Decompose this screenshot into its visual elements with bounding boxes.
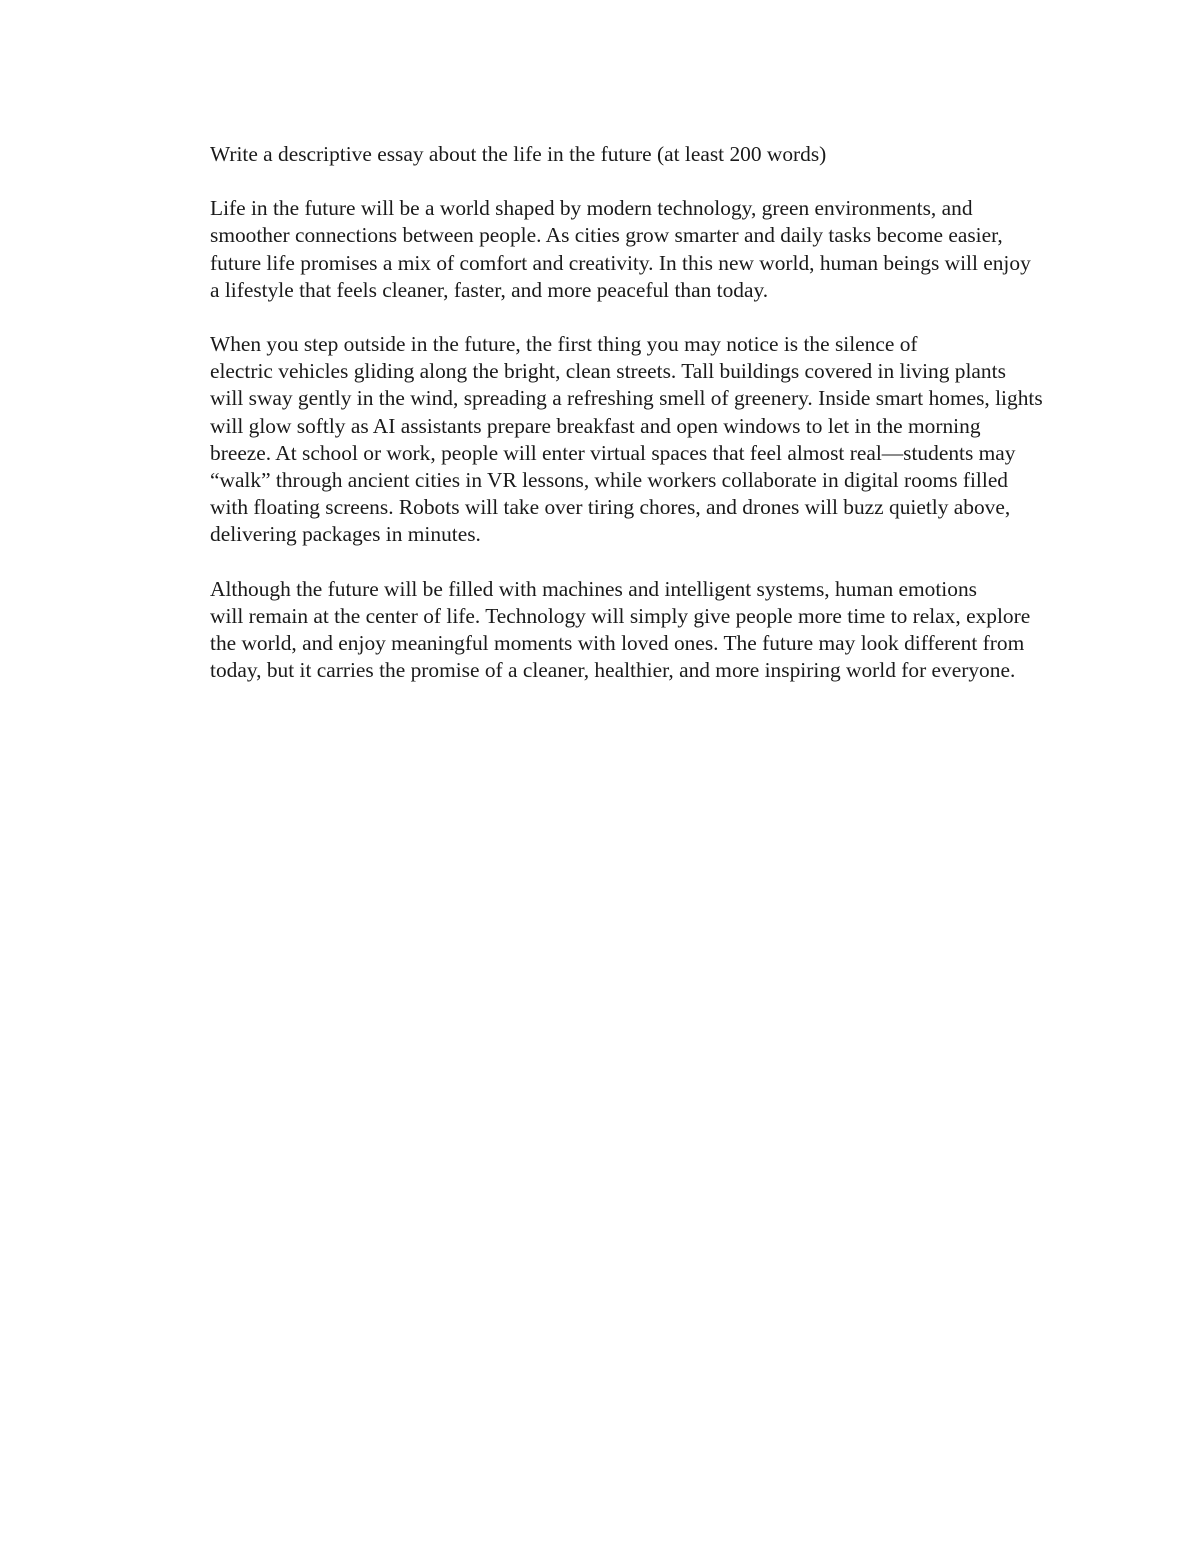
essay-paragraph-2 bbox=[140, 331, 1065, 549]
essay-body bbox=[140, 141, 1065, 711]
paragraph-line: the world, and enjoy meaningful moments with loved ones. The future may look different from bbox=[210, 631, 1025, 656]
paragraph-line: breeze. At school or work, people will enter virtual spaces that feel almost real—students may bbox=[210, 440, 1016, 465]
paragraph-line: Life in the future will be a world shaped by modern technology, green environments, and bbox=[210, 196, 973, 221]
essay-paragraph-3 bbox=[140, 576, 1065, 685]
paragraph-line: “walk” through ancient cities in VR lessons, while workers collaborate in digital rooms filled bbox=[210, 468, 1009, 493]
paragraph-line: future life promises a mix of comfort and creativity. In this new world, human beings will enjoy bbox=[210, 250, 1031, 275]
paragraph-line: Although the future will be filled with machines and intelligent systems, human emotions bbox=[210, 576, 977, 601]
paragraph-line: will sway gently in the wind, spreading a refreshing smell of greenery. Inside smart homes, lights bbox=[210, 386, 1043, 411]
paragraph-line: will glow softly as AI assistants prepare breakfast and open windows to let in the morning bbox=[210, 413, 981, 438]
essay-prompt: Write a descriptive essay about the life in the future (at least 200 words) bbox=[210, 142, 827, 166]
paragraph-line: electric vehicles gliding along the bright, clean streets. Tall buildings covered in living plants bbox=[210, 359, 1006, 384]
paragraph-line: today, but it carries the promise of a cleaner, healthier, and more inspiring world for everyone. bbox=[210, 658, 1016, 683]
paragraph-line: smoother connections between people. As cities grow smarter and daily tasks become easier, bbox=[210, 223, 1003, 248]
paragraph-line: a lifestyle that feels cleaner, faster, and more peaceful than today. bbox=[210, 277, 769, 302]
essay-paragraph-1 bbox=[140, 195, 1065, 304]
paragraph-line: will remain at the center of life. Technology will simply give people more time to relax, explore bbox=[210, 603, 1031, 628]
paragraph-line: When you step outside in the future, the first thing you may notice is the silence of bbox=[210, 332, 918, 357]
paragraph-line: delivering packages in minutes. bbox=[210, 522, 481, 547]
paragraph-line: with floating screens. Robots will take over tiring chores, and drones will buzz quietly above, bbox=[210, 495, 1011, 520]
